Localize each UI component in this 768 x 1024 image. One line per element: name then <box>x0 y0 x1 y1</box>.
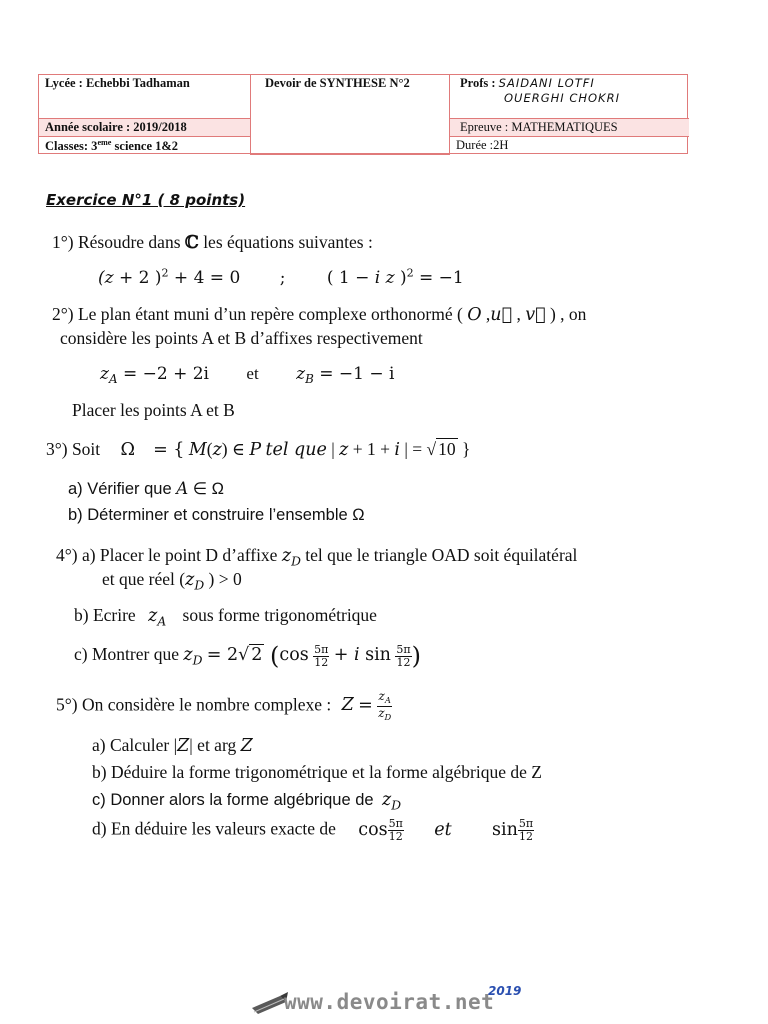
prof1-name: SAIDANI LOTFI <box>498 76 595 90</box>
q2-za: −2 + 2i <box>142 364 209 384</box>
header-table <box>38 74 688 154</box>
exercise-title: Exercice N°1 ( 8 points) <box>46 191 246 209</box>
classes-cell <box>39 137 251 155</box>
footer-year: 2019 <box>488 984 522 998</box>
devoir-cell <box>251 75 450 155</box>
epreuve-text: Epreuve : MATHEMATIQUES <box>460 120 618 134</box>
q2-line2: considère les points A et B d’affixes respectivement <box>60 328 423 348</box>
q1-label: 1°) Résoudre dans ℂ les équations suivantes : <box>52 232 373 253</box>
lycee-cell <box>39 75 251 119</box>
lycee-text: Lycée : Echebbi Tadhaman <box>45 76 190 90</box>
q3-b: b) Déterminer et construire l’ensemble Ω <box>68 506 365 524</box>
profs-label: Profs : <box>460 76 496 90</box>
q4-c: c) Montrer que $z_D = 2√$ 2 (cos $\frac{5\pi}{12}$ + i sin $\frac{5\pi}{12}$ ) <box>74 642 421 670</box>
q1-eq1: (z + 2 )$^2$ + 4 = 0 <box>98 266 241 288</box>
q3-a: a) Vérifier que A ∈ Ω <box>68 479 225 498</box>
duree-text: Durée :2H <box>456 138 509 152</box>
q1-eq2: ( 1 − i z )$^2$ = −1 <box>326 266 464 288</box>
classes-text: Classes: 3eme science 1&2 <box>45 138 179 154</box>
q2-line1: 2°) Le plan étant muni d’un repère complexe orthonormé ( O ,u⃗ , v⃗ ) , on <box>52 304 587 325</box>
prof2-name: OUERGHI CHOKRI <box>504 91 620 105</box>
q4-b: b) Ecrire $z_A$ sous forme trigonométrique <box>74 605 377 629</box>
annee-text: Année scolaire : 2019/2018 <box>45 120 187 134</box>
q2-et: et <box>246 364 259 383</box>
devoir-text: Devoir de SYNTHESE N°2 <box>265 76 410 90</box>
q2-zb: −1 − i <box>338 364 395 384</box>
footer-site: www.devoirat.net <box>284 990 495 1014</box>
epreuve-cell <box>450 119 689 137</box>
q1-sep: ; <box>279 267 286 288</box>
profs-cell <box>450 75 689 119</box>
q1-equations <box>98 266 464 288</box>
q5-label: 5°) On considère le nombre complexe : Z = $\frac{z_A}{z_D}$ <box>56 689 392 722</box>
q5-c: c) Donner alors la forme algébrique de $z_D$ <box>92 790 402 813</box>
q5-b: b) Déduire la forme trigonométrique et la forme algébrique de Z <box>92 762 542 782</box>
footer-watermark <box>250 986 540 1020</box>
q5-a: a) Calculer |Z| et arg Z <box>92 735 253 756</box>
q5-d: d) En déduire les valeurs exacte de cos $\frac{5\pi}{12}$ et sin $\frac{5\pi}{12}$ <box>92 817 534 843</box>
q4-line1: 4°) a) Placer le point D d’affixe $z_D$ tel que le triangle OAD soit équilatéral <box>56 545 578 569</box>
duree-cell <box>450 137 689 155</box>
q2-affixes: $z_A = -2 + 2i$ et $z_B = -1 - i$ <box>100 364 395 387</box>
q3-set: 3°) Soit Ω = { M(z) ∈ P tel que | z + 1 + i | = √ 10 } <box>46 439 471 460</box>
q4-line2: et que réel ($z_D$ ) > 0 <box>102 569 242 593</box>
q2-placer: Placer les points A et B <box>72 400 235 420</box>
annee-cell <box>39 119 251 137</box>
